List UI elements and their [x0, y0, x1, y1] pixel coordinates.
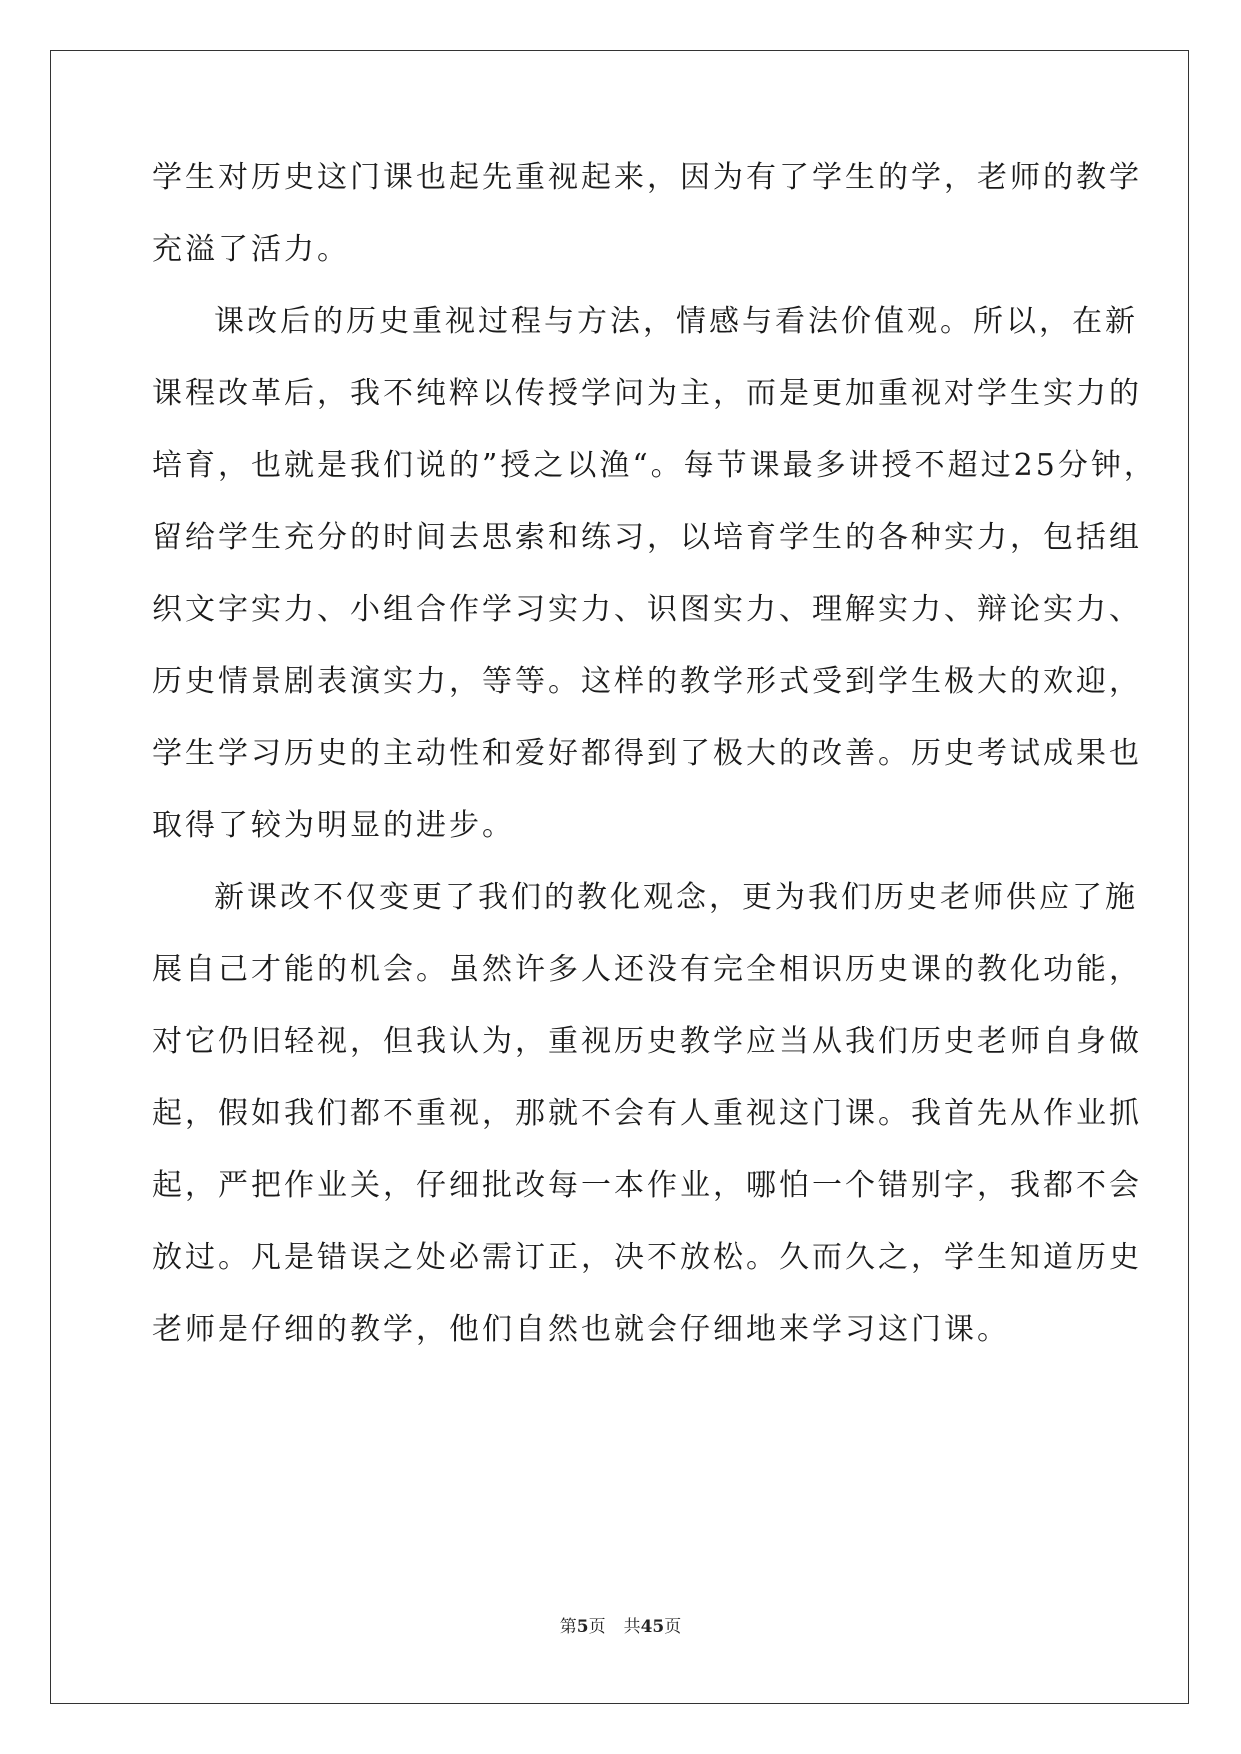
- page-footer: [0, 1617, 1241, 1637]
- text-line: 培育，也就是我们说的”授之以渔“。每节课最多讲授不超过25分钟，: [152, 448, 1157, 483]
- total-pages: 45: [640, 1617, 665, 1637]
- text-line: 展自己才能的机会。虽然许多人还没有完全相识历史课的教化功能，: [152, 952, 1142, 987]
- text-line: 织文字实力、小组合作学习实力、识图实力、理解实力、辩论实力、: [152, 592, 1142, 627]
- page-prefix: 第: [559, 1617, 577, 1637]
- text-line: 老师是仔细的教学，他们自然也就会仔细地来学习这门课。: [152, 1312, 1010, 1347]
- text-line: 起，假如我们都不重视，那就不会有人重视这门课。我首先从作业抓: [152, 1096, 1142, 1131]
- text-line: 对它仍旧轻视，但我认为，重视历史教学应当从我们历史老师自身做: [152, 1024, 1142, 1059]
- text-line: 取得了较为明显的进步。: [152, 808, 515, 843]
- text-line: 学生对历史这门课也起先重视起来，因为有了学生的学，老师的教学: [152, 160, 1142, 195]
- page-suffix: 页: [588, 1617, 606, 1637]
- text-line: 放过。凡是错误之处必需订正，决不放松。久而久之，学生知道历史: [152, 1240, 1142, 1275]
- paragraph-3: [152, 880, 1142, 1348]
- text-line: 历史情景剧表演实力，等等。这样的教学形式受到学生极大的欢迎，: [152, 664, 1142, 699]
- text-line: 充溢了活力。: [152, 232, 350, 267]
- text-line: 起，严把作业关，仔细批改每一本作业，哪怕一个错别字，我都不会: [152, 1168, 1142, 1203]
- text-line: 课改后的历史重视过程与方法，情感与看法价值观。所以，在新: [214, 304, 1138, 339]
- document-body: [152, 160, 1157, 1384]
- text-line: 留给学生充分的时间去思索和练习，以培育学生的各种实力，包括组: [152, 520, 1142, 555]
- page-number: 5: [576, 1617, 589, 1637]
- total-suffix: 页: [664, 1617, 682, 1637]
- text-line: 新课改不仅变更了我们的教化观念，更为我们历史老师供应了施: [214, 880, 1138, 915]
- text-line: 学生学习历史的主动性和爱好都得到了极大的改善。历史考试成果也: [152, 736, 1142, 771]
- total-prefix: 共: [623, 1617, 641, 1637]
- paragraph-1: [152, 160, 1142, 268]
- paragraph-2: [152, 304, 1157, 844]
- text-line: 课程改革后，我不纯粹以传授学问为主，而是更加重视对学生实力的: [152, 376, 1142, 411]
